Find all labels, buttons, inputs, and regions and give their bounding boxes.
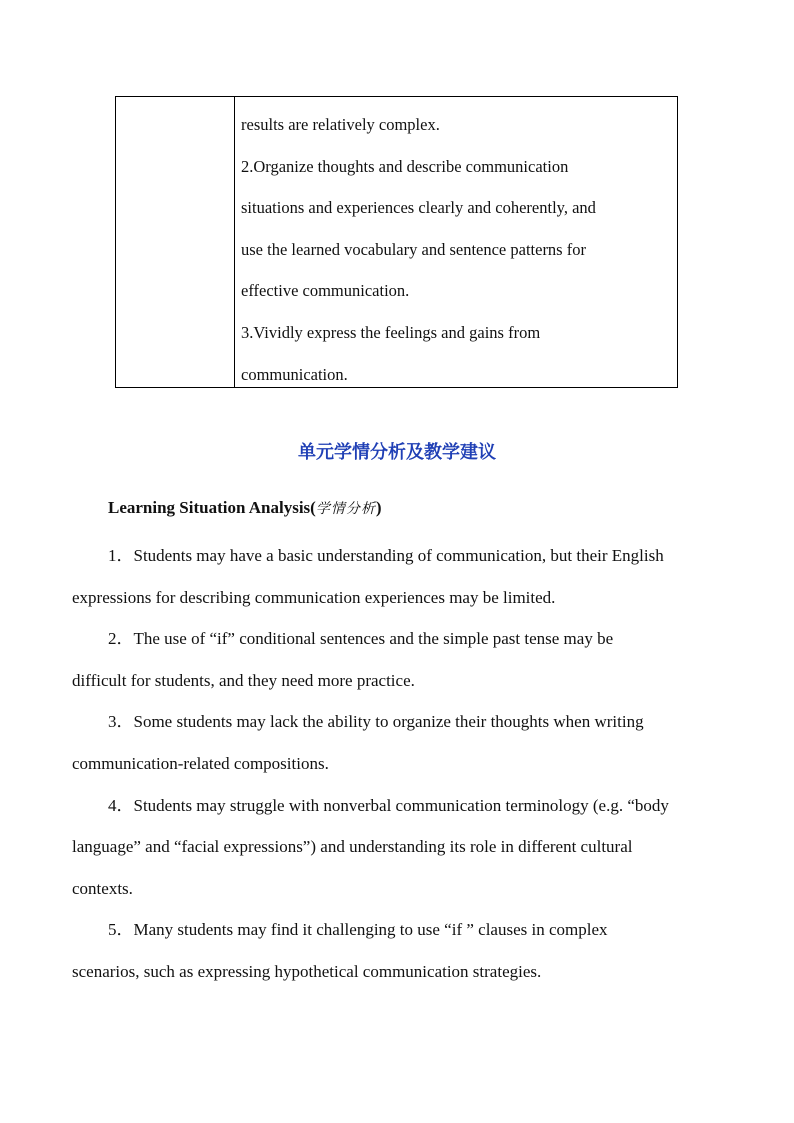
table-line: 3.Vividly express the feelings and gains from (241, 322, 541, 342)
list-item-line: communication-related compositions. (72, 753, 329, 773)
analysis-heading-text: Learning Situation Analysis (108, 498, 311, 517)
list-item-line: expressions for describing communication experiences may be limited. (72, 587, 556, 607)
list-item-line: 4．Students may struggle with nonverbal communication terminology (e.g. “body (108, 795, 669, 815)
list-item-line: 2．The use of “if” conditional sentences and the simple past tense may be (108, 629, 614, 649)
list-item-line: contexts. (72, 878, 133, 898)
list-item-line: difficult for students, and they need more practice. (72, 670, 415, 690)
list-item (72, 618, 732, 701)
table-line: situations and experiences clearly and coherently, and (241, 198, 596, 218)
section-title: 单元学情分析及教学建议 (298, 442, 496, 463)
table-line: use the learned vocabulary and sentence patterns for (241, 239, 586, 259)
objectives-table (115, 96, 678, 388)
heading-paren-close: ) (375, 498, 382, 517)
list-item (72, 785, 732, 910)
analysis-heading-cn: 学情分析 (315, 501, 376, 517)
table-line: 2.Organize thoughts and describe communication (241, 156, 569, 176)
list-item (72, 909, 732, 992)
table-line: effective communication. (241, 281, 410, 301)
table-left-cell (116, 97, 235, 387)
table-line: communication. (241, 364, 348, 384)
table-right-cell (235, 97, 677, 387)
list-item-line: 3．Some students may lack the ability to organize their thoughts when writing (108, 712, 644, 732)
analysis-list (72, 535, 732, 993)
list-item-line: language” and “facial expressions”) and understanding its role in different cultural (72, 837, 633, 857)
list-item-line: 5．Many students may find it challenging to use “if ” clauses in complex (108, 920, 608, 940)
analysis-heading (108, 498, 382, 518)
heading-paren-open: ( (310, 498, 316, 517)
list-item-line: 1．Students may have a basic understanding of communication, but their English (108, 546, 664, 565)
list-item (72, 701, 732, 784)
list-item (72, 535, 732, 618)
table-line: results are relatively complex. (241, 115, 440, 134)
list-item-line: scenarios, such as expressing hypothetical communication strategies. (72, 961, 542, 981)
